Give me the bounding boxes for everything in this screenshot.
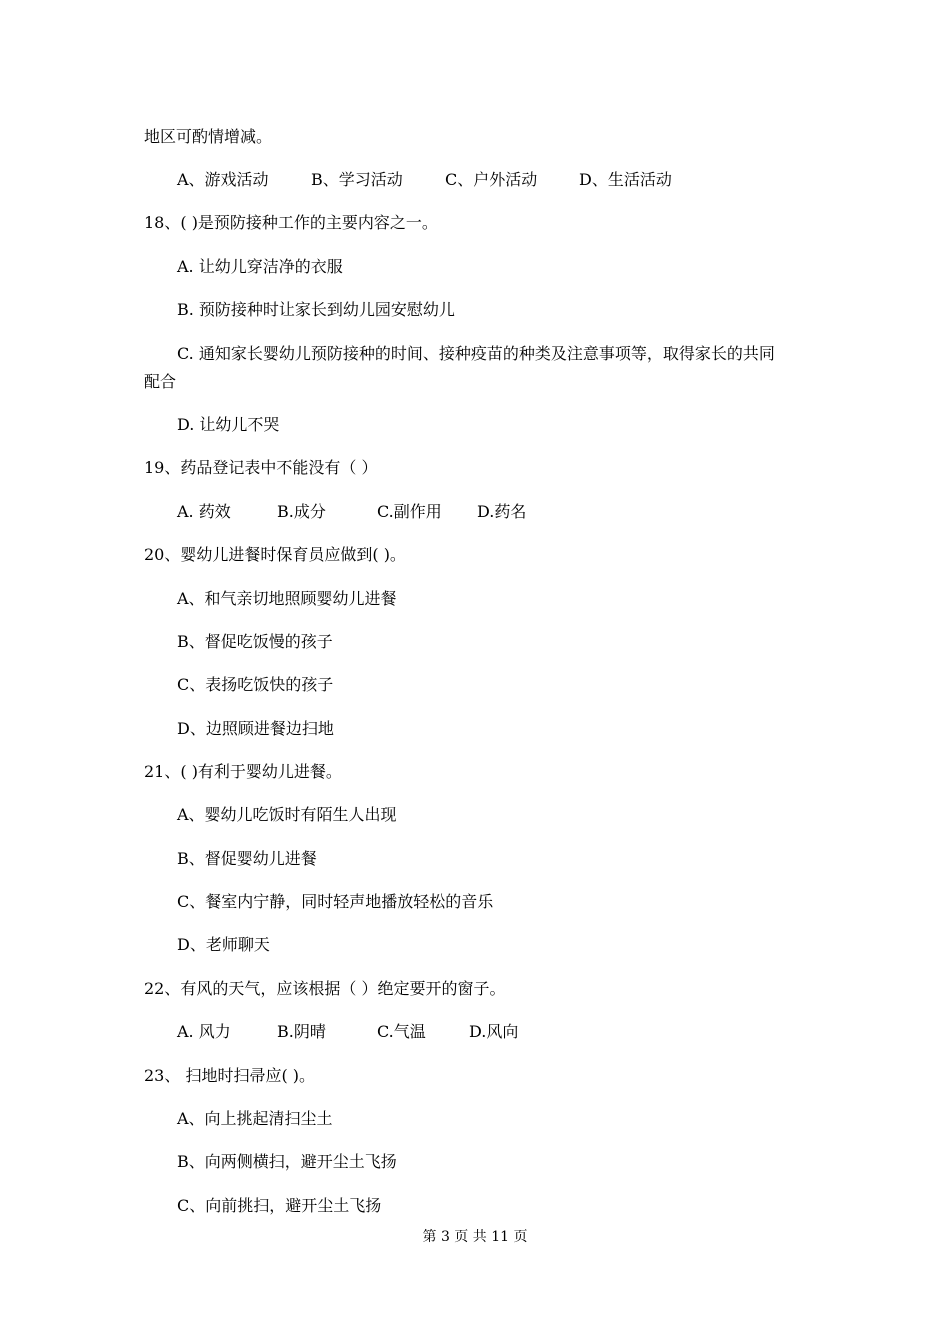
q21-option-b: B、督促婴幼儿进餐 [177, 849, 317, 868]
page-footer: 第 3 页 共 11 页 [422, 1229, 528, 1245]
q18-stem: 18、( )是预防接种工作的主要内容之一。 [144, 213, 438, 232]
q18-option-a: A. 让幼儿穿洁净的衣服 [177, 257, 343, 276]
q17-option-d: D、生活活动 [579, 170, 672, 189]
q21-stem: 21、( )有利于婴幼儿进餐。 [144, 762, 342, 781]
q19-option-d: D.药名 [477, 502, 527, 521]
q18-option-b: B. 预防接种时让家长到幼儿园安慰幼儿 [177, 300, 455, 319]
q20-option-a: A、和气亲切地照顾婴幼儿进餐 [177, 589, 397, 608]
q18-option-c-wrap: 配合 [144, 372, 177, 391]
q19-stem: 19、药品登记表中不能没有（ ） [144, 458, 378, 477]
q23-option-a: A、向上挑起清扫尘土 [177, 1109, 333, 1128]
q19-option-c: C.副作用 [377, 502, 442, 521]
q21-option-a: A、婴幼儿吃饭时有陌生人出现 [177, 805, 397, 824]
q17-option-a: A、游戏活动 [177, 170, 269, 189]
q23-option-b: B、向两侧横扫，避开尘土飞扬 [177, 1152, 397, 1171]
q20-option-b: B、督促吃饭慢的孩子 [177, 632, 333, 651]
q20-option-d: D、边照顾进餐边扫地 [177, 719, 334, 738]
q22-option-b: B.阴晴 [277, 1022, 326, 1041]
q22-option-c: C.气温 [377, 1022, 426, 1041]
q18-option-d: D. 让幼儿不哭 [177, 415, 280, 434]
continuation-text: 地区可酌情增减。 [144, 127, 273, 146]
q20-stem: 20、婴幼儿进餐时保育员应做到( )。 [144, 545, 406, 564]
q22-option-a: A. 风力 [177, 1022, 231, 1041]
q23-option-c: C、向前挑扫，避开尘土飞扬 [177, 1196, 382, 1215]
q18-option-c: C. 通知家长婴幼儿预防接种的时间、接种疫苗的种类及注意事项等，取得家长的共同 [177, 344, 775, 363]
q19-option-b: B.成分 [277, 502, 326, 521]
q20-option-c: C、表扬吃饭快的孩子 [177, 675, 334, 694]
q23-stem: 23、 扫地时扫帚应( )。 [144, 1066, 316, 1085]
q17-option-b: B、学习活动 [311, 170, 403, 189]
q22-option-d: D.风向 [469, 1022, 519, 1041]
q17-option-c: C、户外活动 [445, 170, 538, 189]
q19-option-a: A. 药效 [177, 502, 231, 521]
q21-option-c: C、餐室内宁静，同时轻声地播放轻松的音乐 [177, 892, 494, 911]
q22-stem: 22、有风的天气，应该根据（ ）绝定要开的窗子。 [144, 979, 506, 998]
q21-option-d: D、老师聊天 [177, 935, 270, 954]
